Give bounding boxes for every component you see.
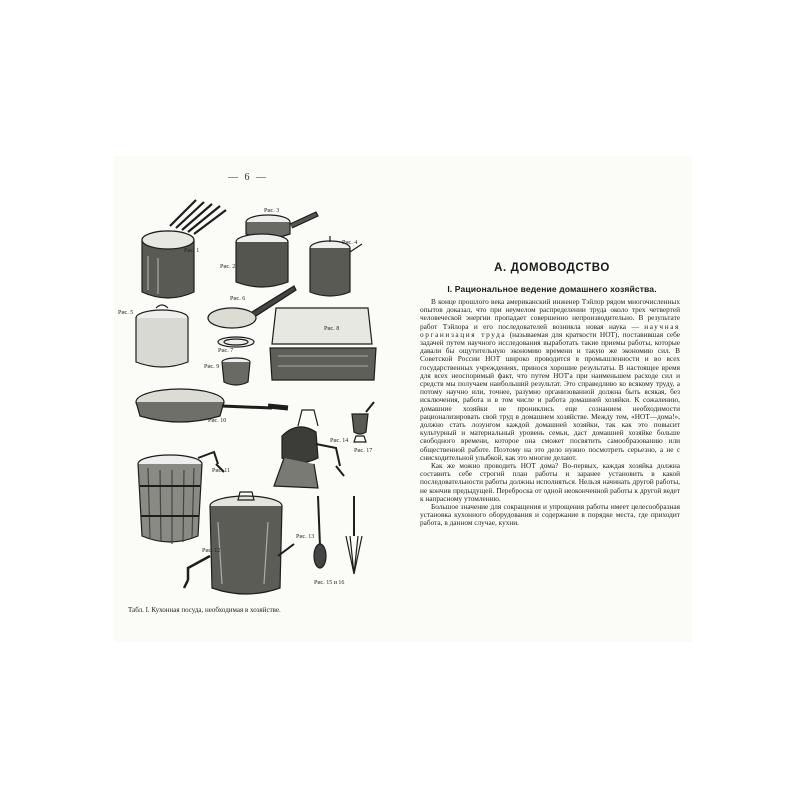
paragraph: Большое значение для сокращения и упрощения работы имеет целесообразная установка кухонного оборудования и содержание в порядке места, где приходит работа, в данном случае, кухни. bbox=[420, 502, 680, 528]
paragraph-text: (называемая для краткости НОТ), поставившая себе задачей путем научного исследования выработать такие приемы работы, которые давали бы ощутительную экономию времени и такую же экономию сил. В Советской России НОТ широко проводится в промышленности и во всех государственных учреждениях, принося хорошие результаты. В настоящее время для всех неоспоримый факт, что путем НОТ'а при наименьшем расходе сил и средств мы получаем наибольший результат. Это справедливо ко всякому труду, а потому научно или, точнее, разумно организованной должна быть всякая, без исключения, работа и в том числе и работа домашней хозяйки. К сожалению, домашние хозяйки не прониклись еще сознанием необходимости рационализировать свой труд в домашнем хозяйстве. Между тем, «НОТ—дома!», должно стать лозунгом каждой домашней хозяйки, так как это повысит культурный и материальный уровень семьи, даст домашней хозяйке больше свободного времени, которое она сможет посвятить самообразованию или общественной работе. Поэтому на это дело нужно посмотреть серьезно, а не с снисходительной улыбкой, как это многие делают. bbox=[420, 329, 681, 462]
roasting-pan-drawing bbox=[270, 308, 376, 380]
mortar-drawing bbox=[352, 402, 374, 442]
figure-label: Рис. 6 bbox=[230, 296, 246, 302]
subsection-title: I. Рациональное ведение домашнего хозяйства. bbox=[447, 284, 657, 294]
meat-grinder-drawing bbox=[274, 410, 344, 488]
figure-label: Рис. 4 bbox=[342, 240, 358, 246]
figure-label: Рис. 13 bbox=[296, 534, 315, 540]
figure-label: Рис. 8 bbox=[324, 326, 340, 332]
whisk-drawing bbox=[314, 496, 362, 574]
paragraph-text: В конце прошлого века американский инженер Тэйлор рядом многочисленных опытов доказал, что при неумелом распределении труда около трех четвертей человеческой энергии пропадает совершенно непроизводительно. В результате работ Тэйлора и его последователей возникла новая наука — bbox=[420, 297, 680, 331]
kitchenware-plate bbox=[118, 196, 390, 610]
section-title: А. ДОМОВОДСТВО bbox=[494, 262, 610, 274]
paragraph: Как же можно проводить НОТ дома? Во-первых, каждая хозяйка должна составить себе строгий план работы и заранее установить в какой последовательности работы должны исполняться. Нельзя начинать другой работы, не кончив предыдущей. Переброска от одной неоконченной работы к другой ведет к напрасному утомлению. bbox=[420, 461, 680, 503]
figure-label: Рис. 11 bbox=[212, 468, 230, 474]
figure-label: Рис. 14 bbox=[330, 438, 349, 444]
plate-caption: Табл. I. Кухонная посуда, необходимая в хозяйстве. bbox=[128, 606, 281, 614]
figure-label: Рис. 7 bbox=[218, 348, 234, 354]
figure-label: Рис. 10 bbox=[208, 418, 227, 424]
lidded-pot-drawing bbox=[136, 305, 188, 367]
figure-label: Рис. 15 и 16 bbox=[314, 580, 345, 586]
figure-label: Рис. 12 bbox=[202, 548, 221, 554]
figure-label: Рис. 9 bbox=[204, 364, 220, 370]
figure-label: Рис. 2 bbox=[220, 264, 236, 270]
water-boiler-drawing bbox=[184, 492, 294, 594]
small-bowl-drawing bbox=[222, 358, 250, 385]
figure-label: Рис. 17 bbox=[354, 448, 373, 454]
emphasized-term: научная организация труда bbox=[420, 321, 680, 339]
kitchenware-illustration bbox=[118, 196, 390, 610]
large-pot-drawing bbox=[236, 234, 288, 287]
article-body bbox=[420, 298, 680, 528]
dish-drawing bbox=[218, 337, 254, 347]
figure-label: Рис. 3 bbox=[264, 208, 280, 214]
figure-label: Рис. 1 bbox=[184, 248, 200, 254]
page-number: — 6 — bbox=[228, 172, 268, 183]
paragraph bbox=[420, 298, 680, 462]
figure-label: Рис. 5 bbox=[118, 310, 134, 316]
